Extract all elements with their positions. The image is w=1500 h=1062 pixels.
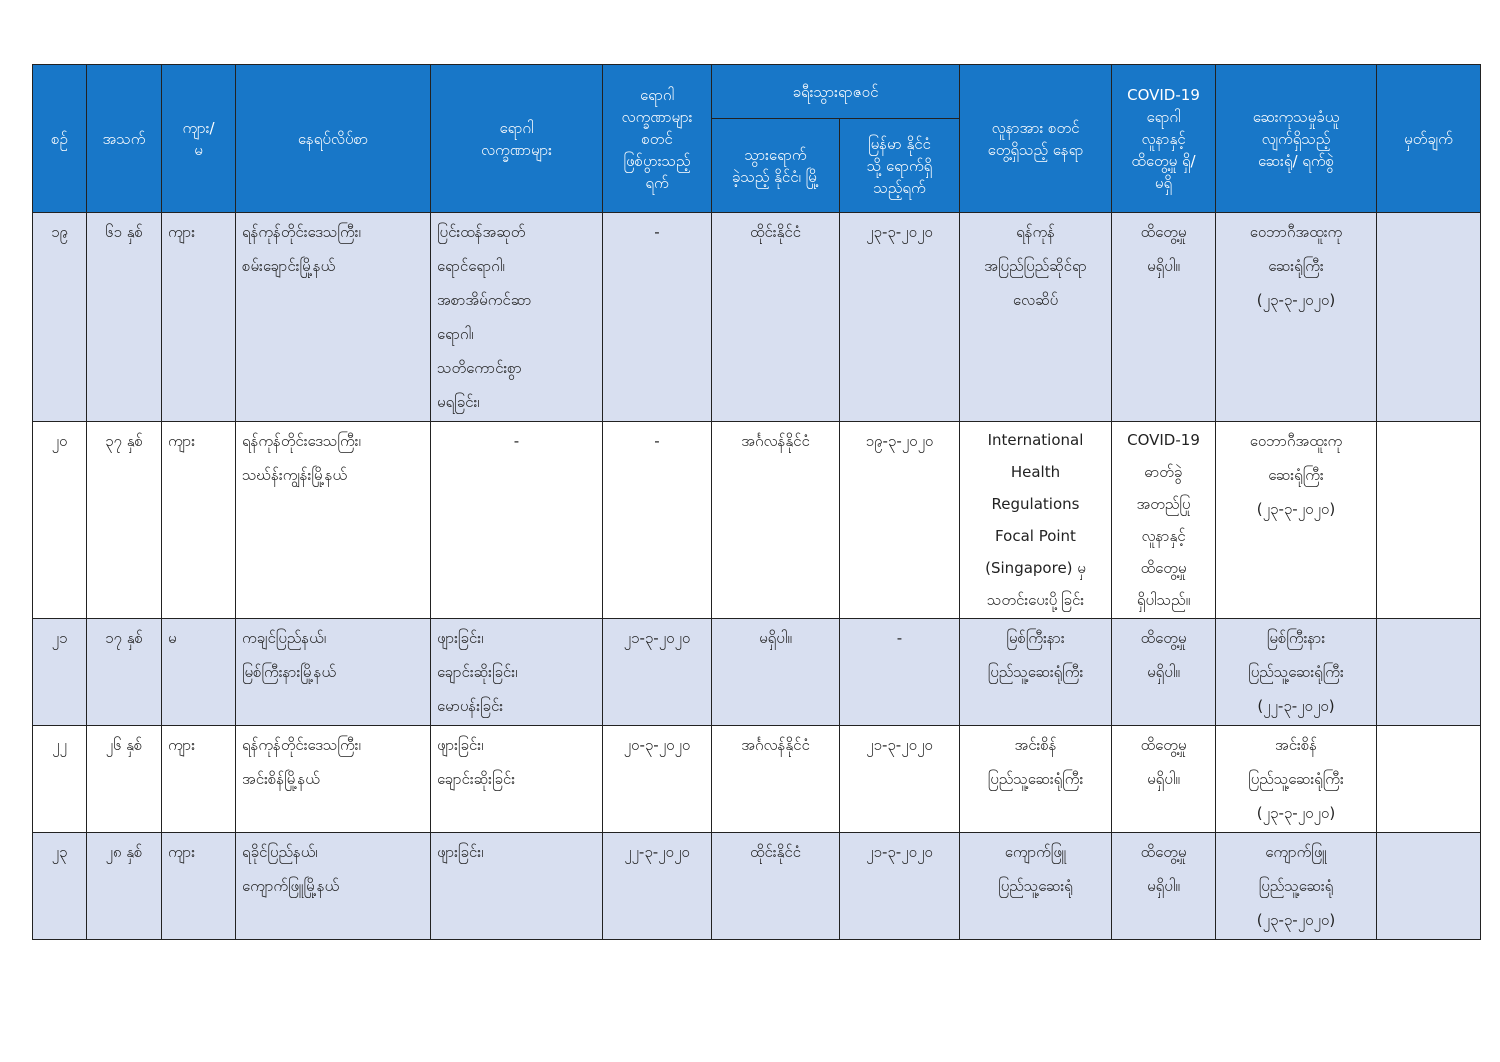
- cell-travel-country: ထိုင်းနိုင်ငံ: [712, 213, 840, 422]
- cell-symptoms: ပြင်းထန်အဆုတ် ရောင်ရောဂါ၊ အစာအိမ်ကင်ဆာ ရောဂါ၊ သတိကောင်းစွာ မရခြင်း၊: [431, 213, 603, 422]
- table-row: [33, 833, 1481, 940]
- header-address: နေရပ်လိပ်စာ: [236, 65, 431, 213]
- cell-contact: ထိတွေ့မှု မရှိပါ။: [1112, 726, 1216, 833]
- cell-travel-country: အင်္ဂလန်နိုင်ငံ: [712, 422, 840, 619]
- cell-hospital: ဝေဘာဂီအထူးကု ဆေးရုံကြီး (၂၃-၃-၂၀၂၀): [1216, 422, 1377, 619]
- cell-arrival: -: [840, 619, 960, 726]
- cell-travel-country: အင်္ဂလန်နိုင်ငံ: [712, 726, 840, 833]
- cell-onset: -: [603, 422, 712, 619]
- cell-address: ရန်ကုန်တိုင်းဒေသကြီး၊ အင်းစိန်မြို့နယ်: [236, 726, 431, 833]
- table-row: [33, 726, 1481, 833]
- cell-remarks: [1377, 833, 1481, 940]
- cell-contact: ထိတွေ့မှု မရှိပါ။: [1112, 213, 1216, 422]
- table-row: [33, 619, 1481, 726]
- cell-no: ၂၁: [33, 619, 87, 726]
- cell-contact: ထိတွေ့မှု မရှိပါ။: [1112, 833, 1216, 940]
- cell-age: ၆၁ နှစ်: [87, 213, 162, 422]
- table-row: [33, 422, 1481, 619]
- cell-remarks: [1377, 619, 1481, 726]
- header-onset-date: ရောဂါ လက္ခဏာများ စတင် ဖြစ်ပွားသည့် ရက်: [603, 65, 712, 213]
- header-sex: ကျား/ မ: [162, 65, 236, 213]
- header-travel-history: ခရီးသွားရာဇဝင်: [712, 65, 960, 119]
- cell-sex: ကျား: [162, 726, 236, 833]
- cell-address: ကချင်ပြည်နယ်၊ မြစ်ကြီးနားမြို့နယ်: [236, 619, 431, 726]
- cell-symptoms: -: [431, 422, 603, 619]
- cell-age: ၃၇ နှစ်: [87, 422, 162, 619]
- cell-travel-country: ထိုင်းနိုင်ငံ: [712, 833, 840, 940]
- cell-arrival: ၂၁-၃-၂၀၂၀: [840, 726, 960, 833]
- cell-address: ရန်ကုန်တိုင်းဒေသကြီး၊ သဃ်န်းကျွန်းမြို့နယ်: [236, 422, 431, 619]
- cell-no: ၂၃: [33, 833, 87, 940]
- cell-address: ရန်ကုန်တိုင်းဒေသကြီး၊ စမ်းချောင်းမြို့နယ်: [236, 213, 431, 422]
- header-symptoms: ရောဂါ လက္ခဏာများ: [431, 65, 603, 213]
- cell-symptoms: ဖျားခြင်း၊: [431, 833, 603, 940]
- header-remarks: မှတ်ချက်: [1377, 65, 1481, 213]
- header-no: စဉ်: [33, 65, 87, 213]
- cell-arrival: ၂၃-၃-၂၀၂၀: [840, 213, 960, 422]
- cell-hospital: ဝေဘာဂီအထူးကု ဆေးရုံကြီး (၂၃-၃-၂၀၂၀): [1216, 213, 1377, 422]
- cell-found-place: ရန်ကုန် အပြည်ပြည်ဆိုင်ရာ လေဆိပ်: [960, 213, 1112, 422]
- cell-found-place: ကျောက်ဖြူ ပြည်သူ့ဆေးရုံ: [960, 833, 1112, 940]
- cell-no: ၁၉: [33, 213, 87, 422]
- table-row: [33, 213, 1481, 422]
- header-age: အသက်: [87, 65, 162, 213]
- cell-arrival: ၁၉-၃-၂၀၂၀: [840, 422, 960, 619]
- cell-onset: ၂၀-၃-၂၀၂၀: [603, 726, 712, 833]
- cell-onset: ၂၂-၃-၂၀၂၀: [603, 833, 712, 940]
- cell-no: ၂၂: [33, 726, 87, 833]
- header-arrival-date: မြန်မာ နိုင်ငံ သို့ ရောက်ရှိ သည့်ရက်: [840, 119, 960, 213]
- header-hospital: ဆေးကုသမှုခံယူ လျက်ရှိသည့် ဆေးရုံ/ ရက်စွဲ: [1216, 65, 1377, 213]
- cell-arrival: ၂၁-၃-၂၀၂၀: [840, 833, 960, 940]
- cell-remarks: [1377, 726, 1481, 833]
- cell-remarks: [1377, 422, 1481, 619]
- cell-found-place: အင်းစိန် ပြည်သူ့ဆေးရုံကြီး: [960, 726, 1112, 833]
- cell-travel-country: မရှိပါ။: [712, 619, 840, 726]
- cases-table: [32, 64, 1481, 940]
- cell-contact: COVID-19 ဓာတ်ခွဲ အတည်ပြု လူနာနှင့် ထိတွေ့မှု ရှိပါသည်။: [1112, 422, 1216, 619]
- cell-sex: မ: [162, 619, 236, 726]
- header-contact: COVID-19 ရောဂါ လူနာနှင့် ထိတွေ့မှု ရှိ/ မရှိ: [1112, 65, 1216, 213]
- cell-sex: ကျား: [162, 422, 236, 619]
- cell-symptoms: ဖျားခြင်း၊ ချောင်းဆိုးခြင်း၊ မောပန်းခြင်း: [431, 619, 603, 726]
- cell-hospital: ကျောက်ဖြူ ပြည်သူ့ဆေးရုံ (၂၃-၃-၂၀၂၀): [1216, 833, 1377, 940]
- cell-symptoms: ဖျားခြင်း၊ ချောင်းဆိုးခြင်း: [431, 726, 603, 833]
- cell-found-place: International Health Regulations Focal Point (Singapore) မှ သတင်းပေးပို့ခြင်း: [960, 422, 1112, 619]
- cell-age: ၂၆ နှစ်: [87, 726, 162, 833]
- cell-address: ရခိုင်ပြည်နယ်၊ ကျောက်ဖြူမြို့နယ်: [236, 833, 431, 940]
- table-header: [33, 65, 1481, 213]
- cell-hospital: မြစ်ကြီးနား ပြည်သူ့ဆေးရုံကြီး (၂၂-၃-၂၀၂၀): [1216, 619, 1377, 726]
- cell-age: ၂၈ နှစ်: [87, 833, 162, 940]
- cell-onset: -: [603, 213, 712, 422]
- cell-onset: ၂၁-၃-၂၀၂၀: [603, 619, 712, 726]
- cell-sex: ကျား: [162, 213, 236, 422]
- cell-sex: ကျား: [162, 833, 236, 940]
- cell-hospital: အင်းစိန် ပြည်သူ့ဆေးရုံကြီး (၂၃-၃-၂၀၂၀): [1216, 726, 1377, 833]
- header-found-place: လူနာအား စတင် တွေ့ရှိသည့် နေရာ: [960, 65, 1112, 213]
- cell-no: ၂၀: [33, 422, 87, 619]
- cell-remarks: [1377, 213, 1481, 422]
- cell-contact: ထိတွေ့မှု မရှိပါ။: [1112, 619, 1216, 726]
- header-travel-country: သွားရောက် ခဲ့သည့် နိုင်ငံ၊ မြို့: [712, 119, 840, 213]
- cell-found-place: မြစ်ကြီးနား ပြည်သူ့ဆေးရုံကြီး: [960, 619, 1112, 726]
- cell-age: ၁၇ နှစ်: [87, 619, 162, 726]
